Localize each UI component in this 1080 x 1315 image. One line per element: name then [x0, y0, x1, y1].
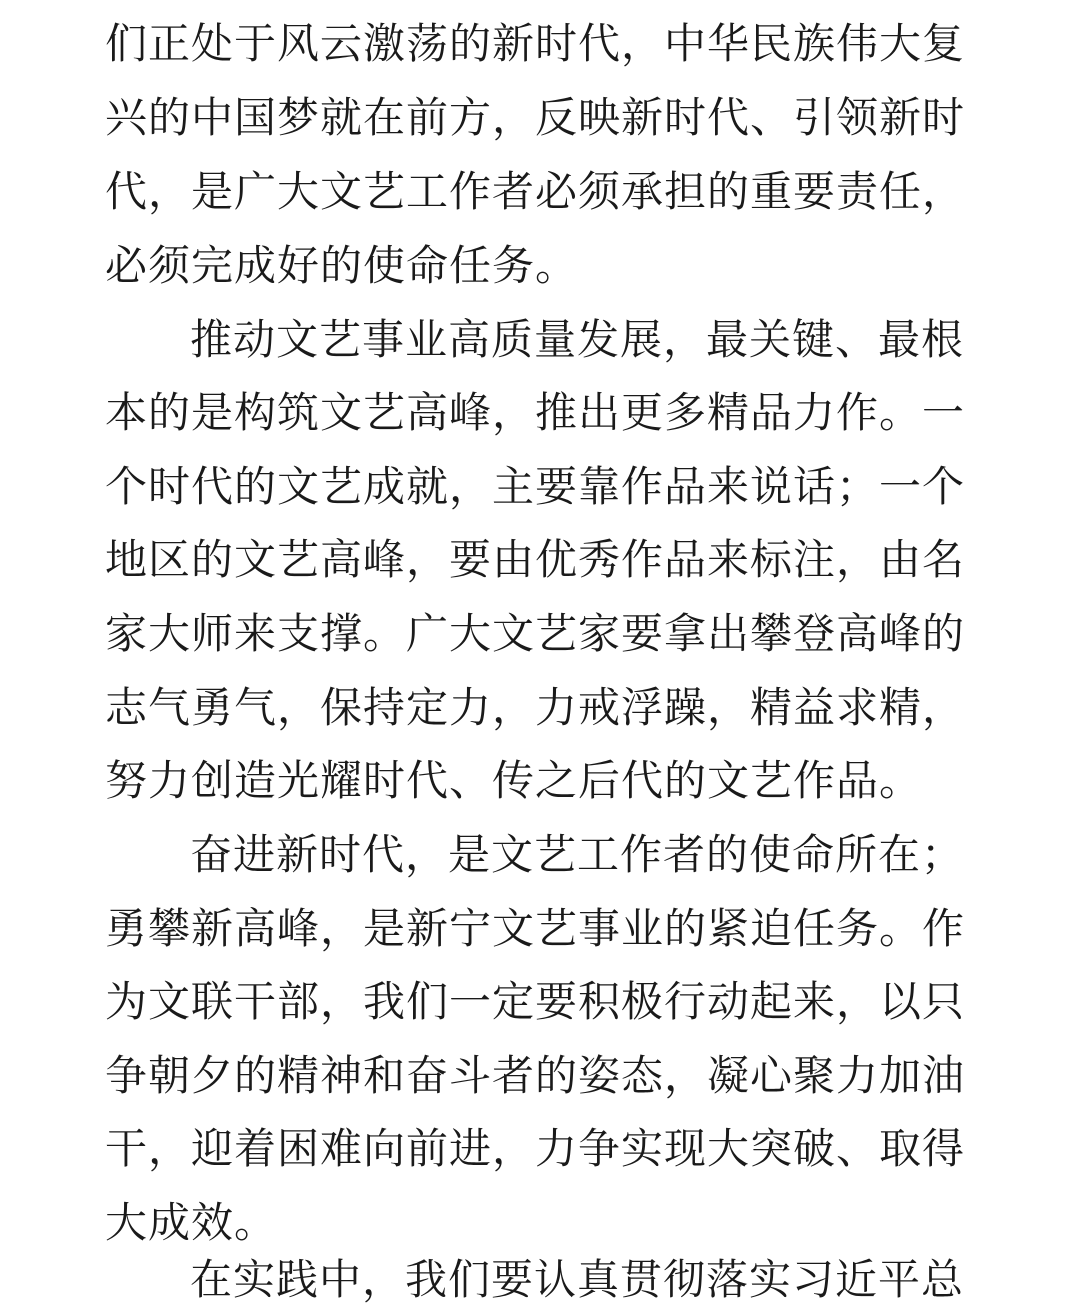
text-line: 本的是构筑文艺高峰，推出更多精品力作。一: [105, 388, 966, 437]
text-line: 们正处于风云激荡的新时代，中华民族伟大复: [105, 19, 966, 68]
text-line: 家大师来支撑。广大文艺家要拿出攀登高峰的: [105, 609, 966, 658]
text-line: 大成效。: [105, 1198, 278, 1247]
text-line: 必须完成好的使命任务。: [105, 241, 579, 290]
text-line: 勇攀新高峰，是新宁文艺事业的紧迫任务。作: [105, 904, 966, 953]
text-line: 兴的中国梦就在前方，反映新时代、引领新时: [105, 93, 966, 142]
text-line: 地区的文艺高峰，要由优秀作品来标注，由名: [105, 535, 966, 584]
text-line: 在实践中，我们要认真贯彻落实习近平总: [190, 1255, 965, 1304]
text-line: 推动文艺事业高质量发展，最关键、最根: [190, 315, 965, 364]
text-line: 干，迎着困难向前进，力争实现大突破、取得: [105, 1124, 966, 1173]
text-line: 志气勇气，保持定力，力戒浮躁，精益求精，: [105, 683, 966, 732]
text-line: 代，是广大文艺工作者必须承担的重要责任，: [105, 167, 966, 216]
text-line: 努力创造光耀时代、传之后代的文艺作品。: [105, 756, 923, 805]
text-line: 个时代的文艺成就，主要靠作品来说话；一个: [105, 462, 966, 511]
text-line: 奋进新时代，是文艺工作者的使命所在；: [190, 830, 965, 879]
text-line: 争朝夕的精神和奋斗者的姿态，凝心聚力加油: [105, 1051, 966, 1100]
text-line: 为文联干部，我们一定要积极行动起来，以只: [105, 977, 966, 1026]
